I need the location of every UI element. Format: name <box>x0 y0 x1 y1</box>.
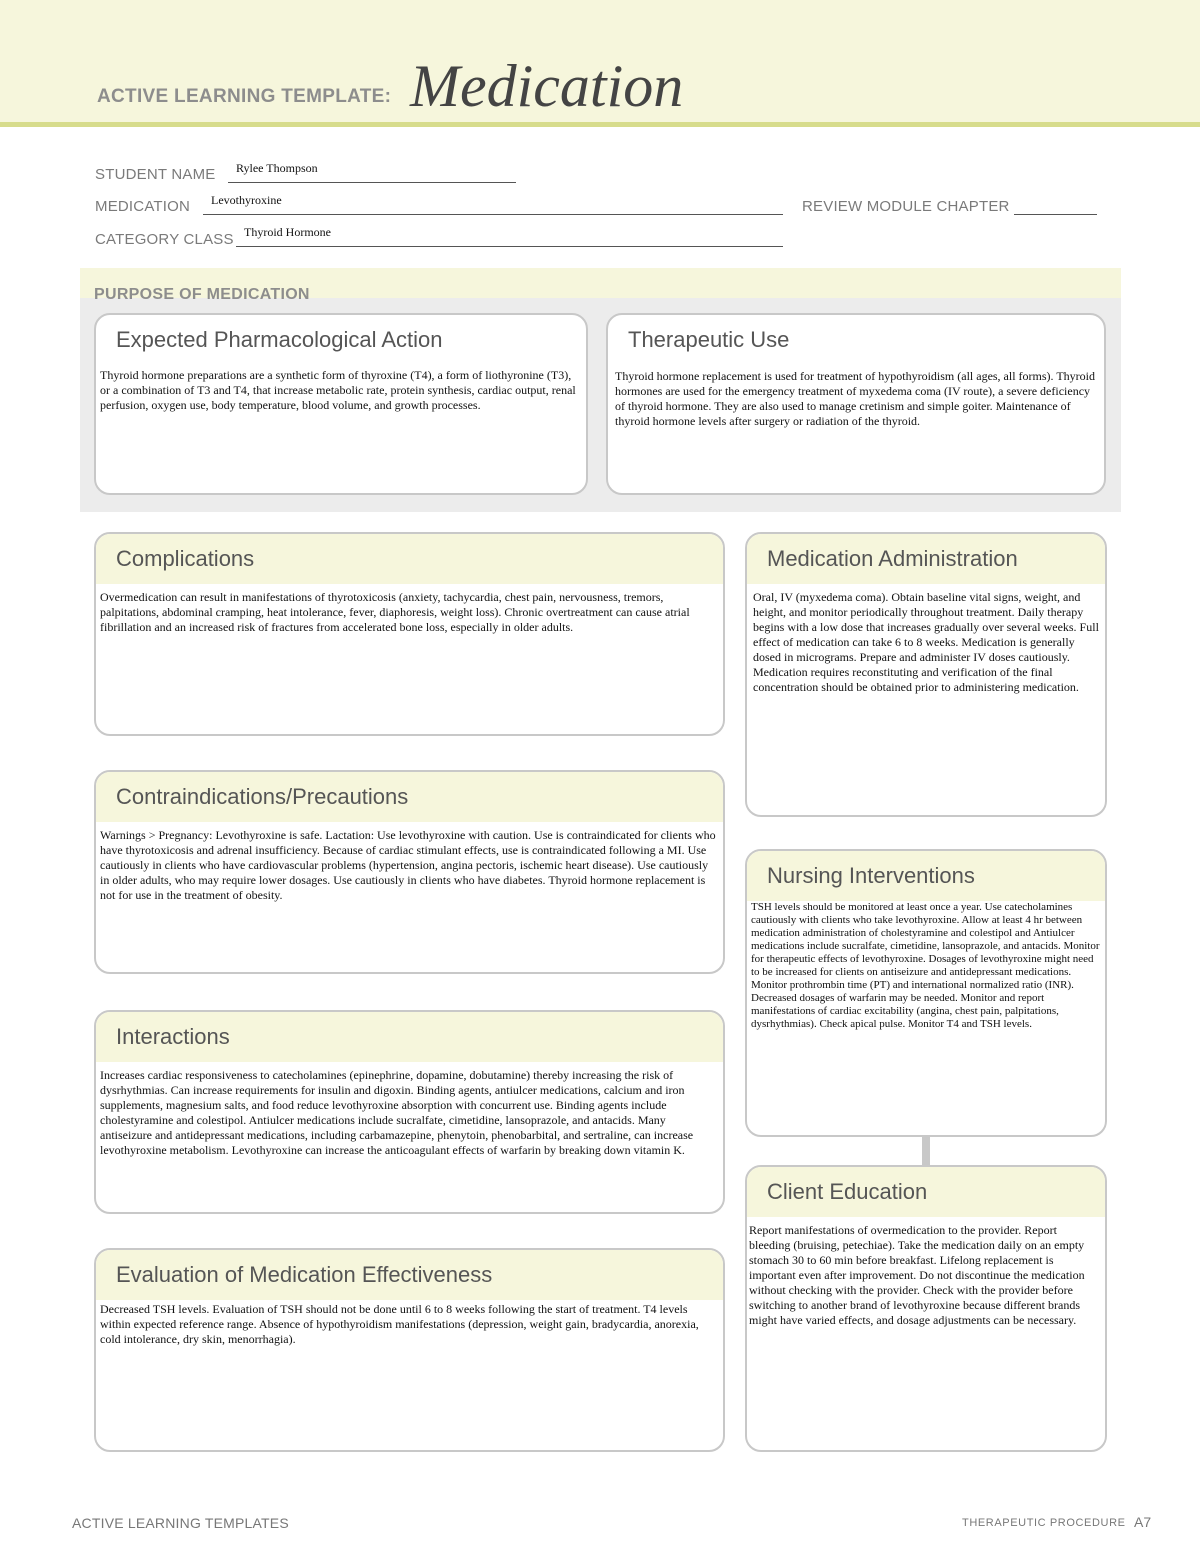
evaluation-box <box>94 1248 725 1452</box>
medication-line <box>203 214 783 215</box>
therapeutic-use-text[interactable]: Thyroid hormone replacement is used for treatment of hypothyroidism (all ages, all forms). Thyroid hormones are used for the emergency treatment of myxedema coma (IV route), a severe deficiency of thyroid hormone. They are also used to manage cretinism and simple goiter. Maintenance of thyroid hormone levels after surgery or radiation of the thyroid. <box>615 369 1095 428</box>
nursing-heading: Nursing Interventions <box>747 851 1105 901</box>
purpose-title: PURPOSE OF MEDICATION <box>94 286 310 303</box>
client-education-text[interactable]: Report manifestations of overmedication to the provider. Report bleeding (bruising, petechiae). Take the medication daily on an empty stomach 30 to 60 min before breakfast. Lifelong replacement is important even after improvement. Do not discontinue the medication without checking with the provider. Check with the provider before switching to another brand of levothyroxine because different brands might have varied effects, and dosage adjustments can be necessary. <box>749 1223 1085 1327</box>
interactions-heading: Interactions <box>96 1012 723 1062</box>
review-module-label: REVIEW MODULE CHAPTER <box>802 198 1010 215</box>
footer-page-number: A7 <box>1134 1514 1152 1530</box>
administration-box <box>745 532 1107 817</box>
category-class-label: CATEGORY CLASS <box>95 231 234 248</box>
client-education-box <box>745 1165 1107 1452</box>
review-module-line[interactable] <box>1014 214 1097 215</box>
header-rule <box>0 122 1200 127</box>
expected-action-heading: Expected Pharmacological Action <box>116 327 443 352</box>
footer-right-label: THERAPEUTIC PROCEDURE <box>962 1517 1126 1529</box>
category-class-value[interactable]: Thyroid Hormone <box>244 225 331 239</box>
interactions-text[interactable]: Increases cardiac responsiveness to catecholamines (epinephrine, dopamine, dobutamine) thereby increasing the risk of dysrhythmias. Can increase requirements for insulin and digoxin. Binding agents, antiulcer medications, calcium and iron supplements, magnesium salts, and food reduce levothyroxine absorption with concurrent use. Binding agents include cholestyramine and colestipol. Antiulcer medications include sucralfate, cimetidine, lansoprazole, and antacids. Many antiseizure and antidepressant medications, including carbamazepine, phenytoin, phenobarbital, and sertraline, can increase levothyroxine metabolism. Levothyroxine can increase the anticoagulant effects of warfarin by breaking down vitamin K. <box>100 1068 694 1157</box>
complications-box <box>94 532 725 736</box>
interactions-box <box>94 1010 725 1214</box>
student-name-value[interactable]: Rylee Thompson <box>236 161 318 175</box>
complications-heading: Complications <box>96 534 723 584</box>
administration-heading: Medication Administration <box>747 534 1105 584</box>
medication-value[interactable]: Levothyroxine <box>211 193 282 207</box>
complications-text[interactable]: Overmedication can result in manifestations of thyrotoxicosis (anxiety, tachycardia, chest pain, nervousness, tremors, palpitations, abdominal cramping, heat intolerance, fever, diaphoresis, weight loss). Chronic overtreatment can cause atrial fibrillation and an increased risk of fractures from accelerated bone loss, especially in older adults. <box>100 590 690 634</box>
nursing-box <box>745 849 1107 1137</box>
therapeutic-use-heading: Therapeutic Use <box>628 327 790 352</box>
evaluation-heading: Evaluation of Medication Effectiveness <box>96 1250 723 1300</box>
student-name-line <box>228 182 516 183</box>
therapeutic-use-box <box>606 313 1106 495</box>
expected-action-text[interactable]: Thyroid hormone preparations are a synthetic form of thyroxine (T4), a form of liothyronine (T3), or a combination of T3 and T4, that increase metabolic rate, protein synthesis, cardiac output, renal perfusion, oxygen use, body temperature, blood volume, and growth processes. <box>100 368 576 412</box>
evaluation-text[interactable]: Decreased TSH levels. Evaluation of TSH should not be done until 6 to 8 weeks following the start of treatment. T4 levels within expected reference range. Absence of hypothyroidism manifestations (depression, weight gain, bradycardia, anorexia, cold intolerance, dry skin, menorrhagia). <box>100 1302 699 1346</box>
contraindications-text[interactable]: Warnings > Pregnancy: Levothyroxine is safe. Lactation: Use levothyroxine with caution. Use is contraindicated for clients who have thyrotoxicosis and adrenal insufficiency. Because of cardiac stimulant effects, use is contraindicated following a MI. Use cautiously in clients who have cardiovascular problems (hypertension, angina pectoris, ischemic heart disease). Use cautiously in older adults, who may require lower dosages. Use cautiously in clients who have diabetes. Thyroid hormone replacement is not for use in the treatment of obesity. <box>100 828 716 902</box>
nursing-text[interactable]: TSH levels should be monitored at least once a year. Use catecholamines cautiously with clients who take levothyroxine. Allow at least 4 hr between medication administration of cholestyramine and colestipol and Antiulcer medications include sucralfate, cimetidine, lansoprazole, and antacids. Monitor for therapeutic effects of levothyroxine. Dosages of levothyroxine might need to be increased for clients on antiseizure and antidepressant medications. Monitor prothrombin time (PT) and international normalized ratio (INR). Decreased dosages of warfarin may be needed. Monitor and report manifestations of cardiac excitability (angina, chest pain, palpitations, dysrhythmias). Check apical pulse. Monitor T4 and TSH levels. <box>751 901 1100 1030</box>
category-class-line <box>236 246 783 247</box>
administration-text[interactable]: Oral, IV (myxedema coma). Obtain baseline vital signs, weight, and height, and monitor periodically throughout treatment. Daily therapy begins with a low dose that increases gradually over several weeks. Full effect of medication can take 6 to 8 weeks. Medication is generally dosed in micrograms. Prepare and administer IV doses cautiously. Medication requires reconstituting and verification of the final concentration should be obtained prior to administering medication. <box>753 590 1099 694</box>
contraindications-heading: Contraindications/Precautions <box>96 772 723 822</box>
template-title: Medication <box>410 53 684 119</box>
footer-left-label: ACTIVE LEARNING TEMPLATES <box>72 1515 289 1531</box>
client-education-heading: Client Education <box>747 1167 1105 1217</box>
medication-label: MEDICATION <box>95 198 191 215</box>
student-name-label: STUDENT NAME <box>95 166 216 183</box>
connector-bar <box>922 1135 930 1167</box>
expected-action-box <box>94 313 588 495</box>
contraindications-box <box>94 770 725 974</box>
template-label: ACTIVE LEARNING TEMPLATE: <box>97 86 392 107</box>
